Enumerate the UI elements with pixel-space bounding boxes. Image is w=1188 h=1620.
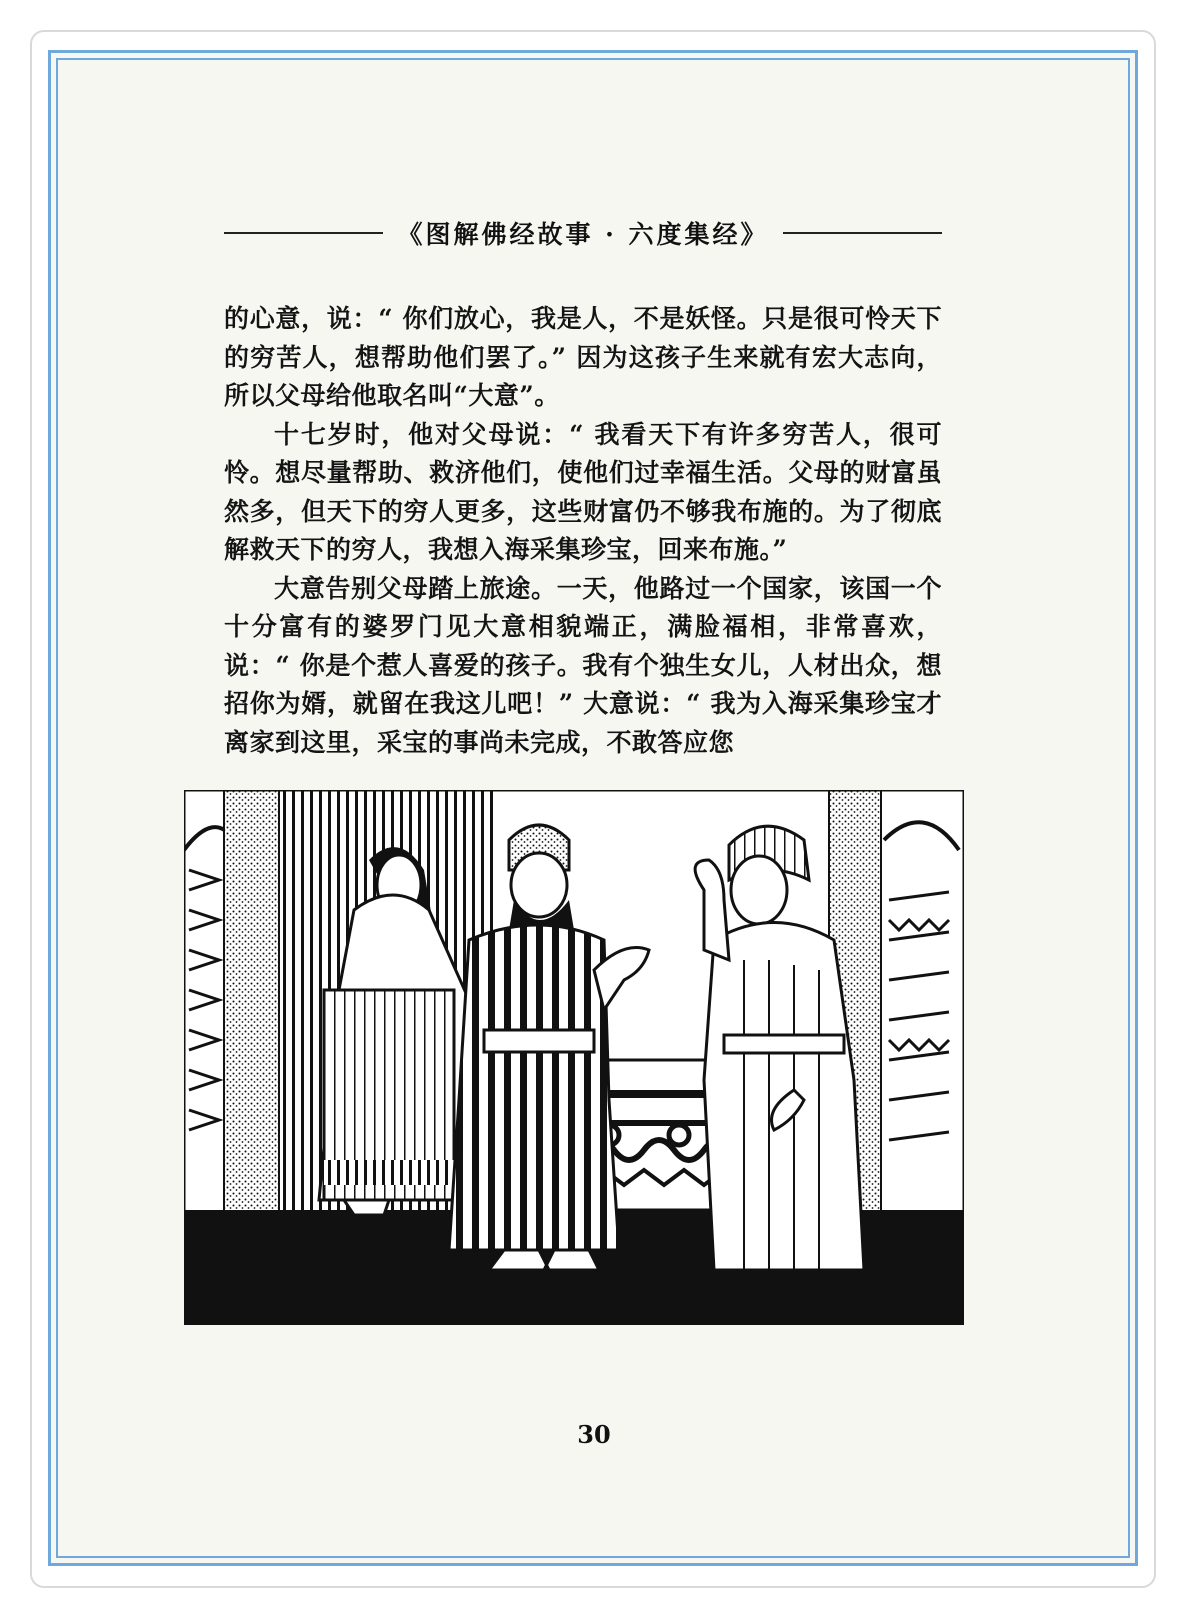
- header-rule-left: [224, 232, 383, 234]
- paragraph-3: 大意告别父母踏上旅途。一天，他路过一个国家，该国一个十分富有的婆罗门见大意相貌端正，满脸福相，非常喜欢，说：“ 你是个惹人喜爱的孩子。我有个独生女儿，人材出众，想招你为婿，就留在我这儿吧！” 大意说：“ 我为入海采集珍宝才离家到这里，采宝的事尚未完成，不敢答应您: [224, 573, 942, 757]
- paragraph-2: 十七岁时，他对父母说：“ 我看天下有许多穷苦人，很可怜。想尽量帮助、救济他们，使他们过幸福生活。父母的财富虽然多，但天下的穷人更多，这些财富仍不够我布施的。为了彻底解救天下的穷人，我想入海采集珍宝，回来布施。”: [224, 419, 942, 564]
- left-column: [224, 790, 279, 1240]
- header-title: 《图解佛经故事 · 六度集经》: [397, 220, 769, 249]
- illustration: [184, 790, 964, 1325]
- page-number: 30: [577, 1420, 611, 1449]
- running-header: [224, 213, 942, 253]
- paragraph-1: 的心意，说：“ 你们放心，我是人，不是妖怪。只是很可怜天下的穷苦人，想帮助他们罢了。” 因为这孩子生来就有宏大志向，所以父母给他取名叫“大意”。: [224, 304, 942, 410]
- header-rule-right: [783, 232, 942, 234]
- body-text: [224, 300, 942, 762]
- right-wall: [884, 790, 964, 1230]
